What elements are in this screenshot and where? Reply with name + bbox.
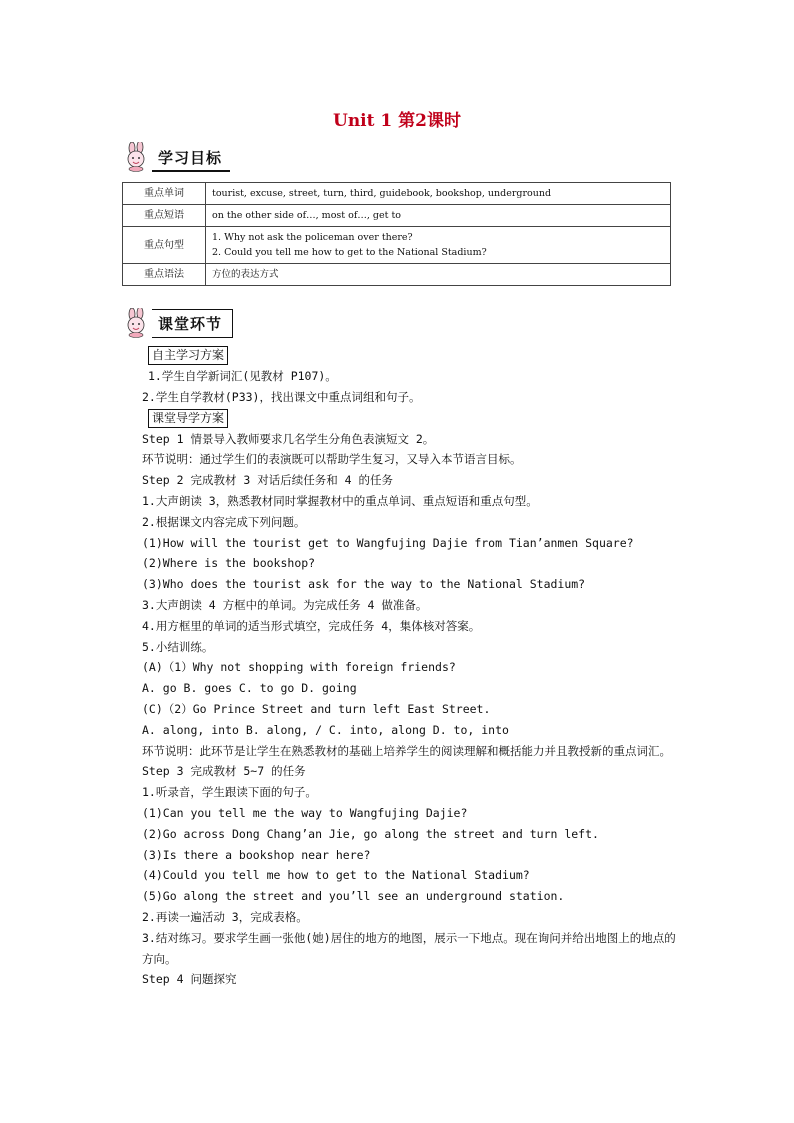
- text-line: (5)Go along the street and you’ll see an underground station.: [142, 889, 565, 904]
- goals-value-line: on the other side of…, most of…, get to: [212, 210, 401, 221]
- subsection-heading: 自主学习方案: [148, 346, 228, 365]
- subsection-row: [142, 345, 682, 366]
- text-line: 1.听录音，学生跟读下面的句子。: [142, 785, 317, 800]
- subsection-row: [142, 408, 682, 429]
- section-banner-goals: [122, 142, 230, 172]
- text-line: Step 4 问题探究: [142, 972, 237, 987]
- subsection-heading: 课堂导学方案: [148, 409, 228, 428]
- text-line: (1)How will the tourist get to Wangfujing Dajie from Tian’anmen Square?: [142, 535, 634, 550]
- goals-row: [123, 264, 671, 286]
- goals-row: [123, 205, 671, 227]
- text-line: (2)Where is the bookshop?: [142, 556, 316, 571]
- goals-key: 重点单词: [123, 183, 206, 205]
- text-line: 2.再读一遍活动 3，完成表格。: [142, 909, 308, 924]
- text-line: 2.学生自学教材(P33)，找出课文中重点词组和句子。: [142, 389, 421, 404]
- goals-key: 重点语法: [123, 264, 206, 286]
- section-banner-class: [122, 308, 233, 338]
- text-line: (2)Go across Dong Chang’an Jie, go along the street and turn left.: [142, 826, 599, 841]
- goals-value: [206, 264, 671, 286]
- goals-row: [123, 227, 671, 264]
- text-line: (A)（1）Why not shopping with foreign friends?: [142, 660, 456, 675]
- section-heading-goals: 学习目标: [152, 147, 230, 172]
- text-line: A. go B. goes C. to go D. going: [142, 681, 357, 696]
- text-line: 1.学生自学新词汇(见教材 P107)。: [148, 369, 337, 383]
- text-line: 2.根据课文内容完成下列问题。: [142, 514, 306, 529]
- goals-value: [206, 205, 671, 227]
- section-heading-class: 课堂环节: [152, 309, 233, 338]
- goals-value-line: 2. Could you tell me how to get to the National Stadium?: [212, 247, 487, 258]
- text-line: Step 2 完成教材 3 对话后续任务和 4 的任务: [142, 473, 394, 488]
- goals-value-line: tourist, excuse, street, turn, third, guidebook, bookshop, underground: [212, 188, 552, 199]
- text-line: A. along, into B. along, / C. into, along D. to, into: [142, 722, 509, 737]
- goals-value-line: 方位的表达方式: [212, 269, 279, 280]
- text-line: (3)Is there a bookshop near here?: [142, 847, 371, 862]
- text-line: Step 1 情景导入教师要求几名学生分角色表演短文 2。: [142, 431, 435, 446]
- text-line: (4)Could you tell me how to get to the National Stadium?: [142, 868, 530, 883]
- text-paragraph: 3.结对练习。要求学生画一张他(她)居住的地方的地图，展示一下地点。现在询问并给出地图上的地点的方向。: [142, 930, 676, 966]
- text-line: 1.大声朗读 3，熟悉教材同时掌握教材中的重点单词、重点短语和重点句型。: [142, 493, 538, 508]
- text-paragraph: 环节说明：此环节是让学生在熟悉教材的基础上培养学生的阅读理解和概括能力并且教授新的重点词汇。: [142, 743, 671, 758]
- text-line: (1)Can you tell me the way to Wangfujing Dajie?: [142, 805, 468, 820]
- text-line: 4.用方框里的单词的适当形式填空，完成任务 4，集体核对答案。: [142, 618, 481, 633]
- text-line: Step 3 完成教材 5~7 的任务: [142, 764, 306, 779]
- goals-value: [206, 227, 671, 264]
- bunny-mascot-icon: [122, 142, 152, 172]
- text-line: 3.大声朗读 4 方框中的单词。为完成任务 4 做准备。: [142, 597, 428, 612]
- goals-value: [206, 183, 671, 205]
- lesson-content: [142, 345, 682, 990]
- text-line: (3)Who does the tourist ask for the way to the National Stadium?: [142, 577, 586, 592]
- goals-key: 重点短语: [123, 205, 206, 227]
- text-line: 5.小结训练。: [142, 639, 214, 654]
- text-line: (C)（2）Go Prince Street and turn left East Street.: [142, 701, 491, 716]
- page-title: Unit 1 第2课时: [333, 111, 461, 131]
- goals-row: [123, 183, 671, 205]
- bunny-mascot-icon: [122, 308, 152, 338]
- goals-value-line: 1. Why not ask the policeman over there?: [212, 232, 413, 243]
- goals-table: [122, 182, 671, 286]
- goals-key: 重点句型: [123, 227, 206, 264]
- text-line: 环节说明：通过学生们的表演既可以帮助学生复习，又导入本节语言目标。: [142, 452, 522, 467]
